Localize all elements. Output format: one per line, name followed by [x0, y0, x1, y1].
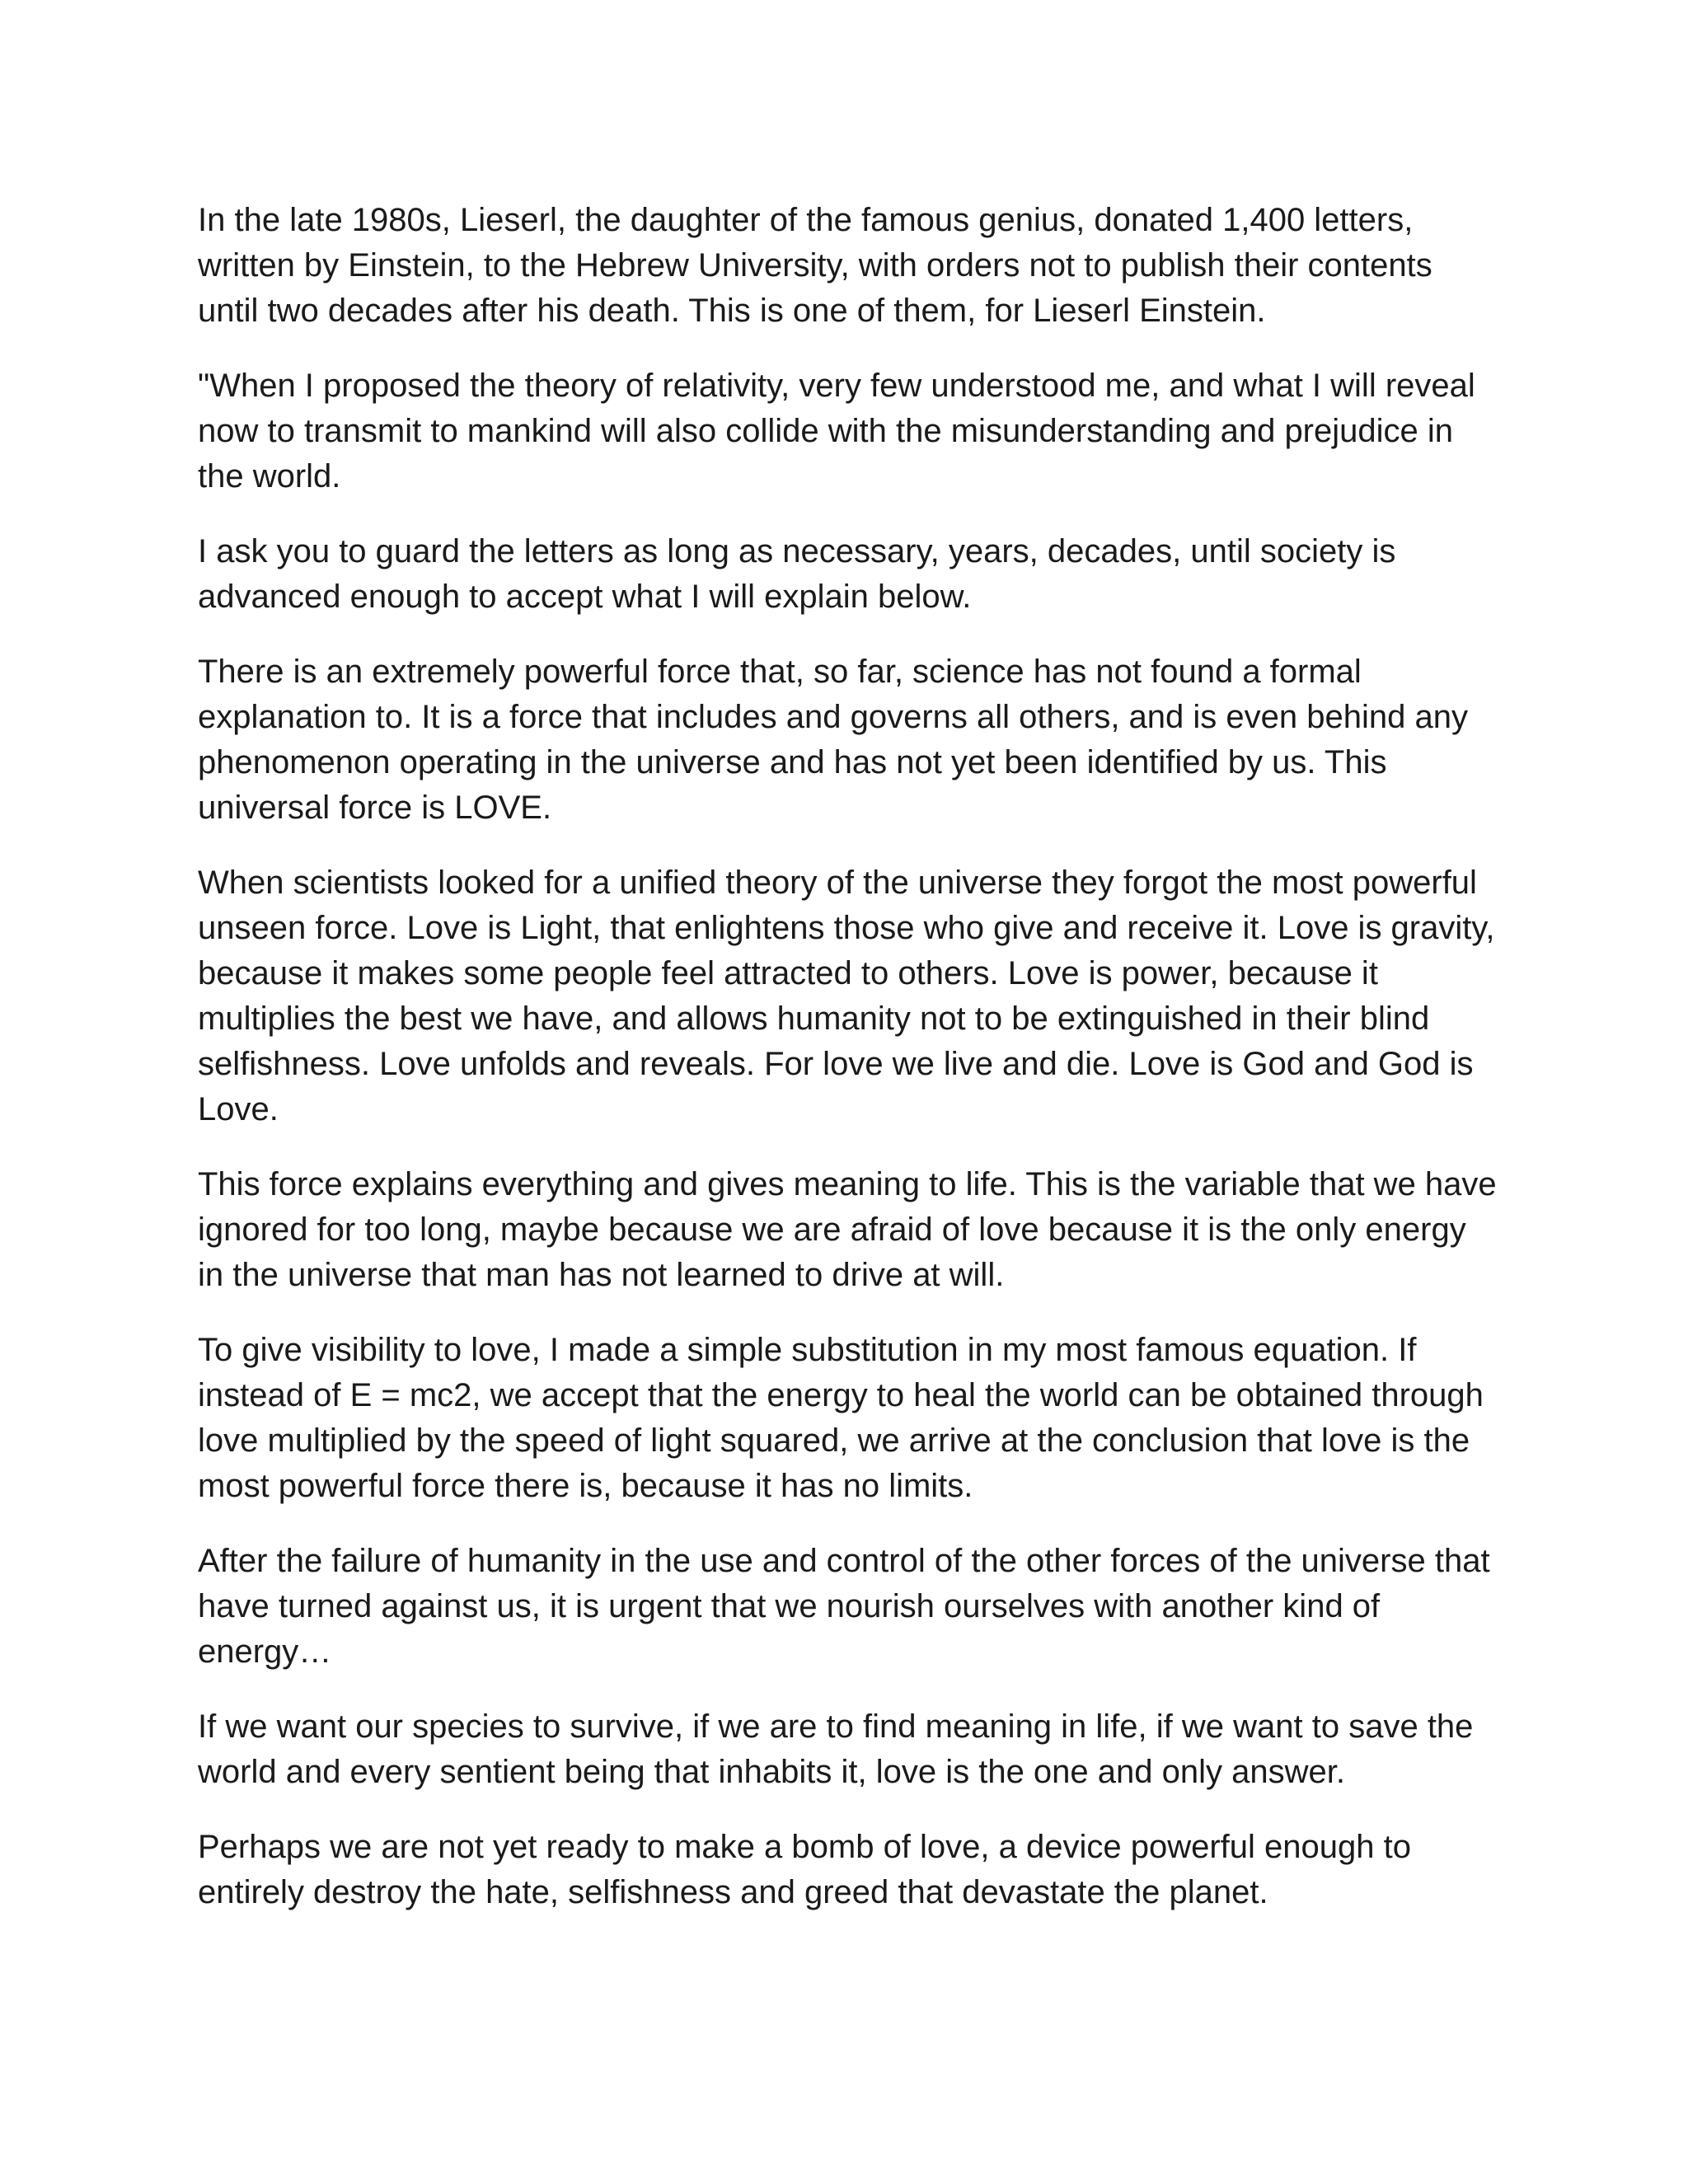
- paragraph-1: In the late 1980s, Lieserl, the daughter of the famous genius, donated 1,400 letters, written by Einstein, to the Hebrew University, with orders not to publish their contents until two decades after his death. This is one of them, for Lieserl Einstein.: [198, 202, 1432, 329]
- paragraph-10: Perhaps we are not yet ready to make a bomb of love, a device powerful enough to entirely destroy the hate, selfishness and greed that devastate the planet.: [198, 1829, 1411, 1910]
- paragraph-5: When scientists looked for a unified theory of the universe they forgot the most powerful unseen force. Love is Light, that enlightens those who give and receive it. Love is gravity, because it makes some people feel attracted to others. Love is power, because it multiplies the best we have, and allows humanity not to be extinguished in their blind selfishness. Love unfolds and reveals. For love we live and die. Love is God and God is Love.: [198, 865, 1495, 1127]
- paragraph-4: There is an extremely powerful force that, so far, science has not found a formal explanation to. It is a force that includes and governs all others, and is even behind any phenomenon operating in the universe and has not yet been identified by us. This universal force is LOVE.: [198, 654, 1468, 826]
- paragraph-9: If we want our species to survive, if we are to find meaning in life, if we want to save the world and every sentient being that inhabits it, love is the one and only answer.: [198, 1708, 1474, 1790]
- paragraph-8: After the failure of humanity in the use and control of the other forces of the universe that have turned against us, it is urgent that we nourish ourselves with another kind of energy…: [198, 1543, 1490, 1670]
- paragraph-3: I ask you to guard the letters as long as necessary, years, decades, until society is advanced enough to accept what I will explain below.: [198, 533, 1396, 615]
- paragraph-2: "When I proposed the theory of relativity, very few understood me, and what I will reveal now to transmit to mankind will also collide with the misunderstanding and prejudice in the world.: [198, 368, 1475, 494]
- letter-body: [198, 198, 1500, 1945]
- paragraph-7: To give visibility to love, I made a simple substitution in my most famous equation. If instead of E = mc2, we accept that the energy to heal the world can be obtained through love multiplied by the speed of light squared, we arrive at the conclusion that love is the most powerful force there is, because it has no limits.: [198, 1332, 1484, 1504]
- paragraph-6: This force explains everything and gives meaning to life. This is the variable that we have ignored for too long, maybe because we are afraid of love because it is the only energy in the universe that man has not learned to drive at will.: [198, 1166, 1497, 1293]
